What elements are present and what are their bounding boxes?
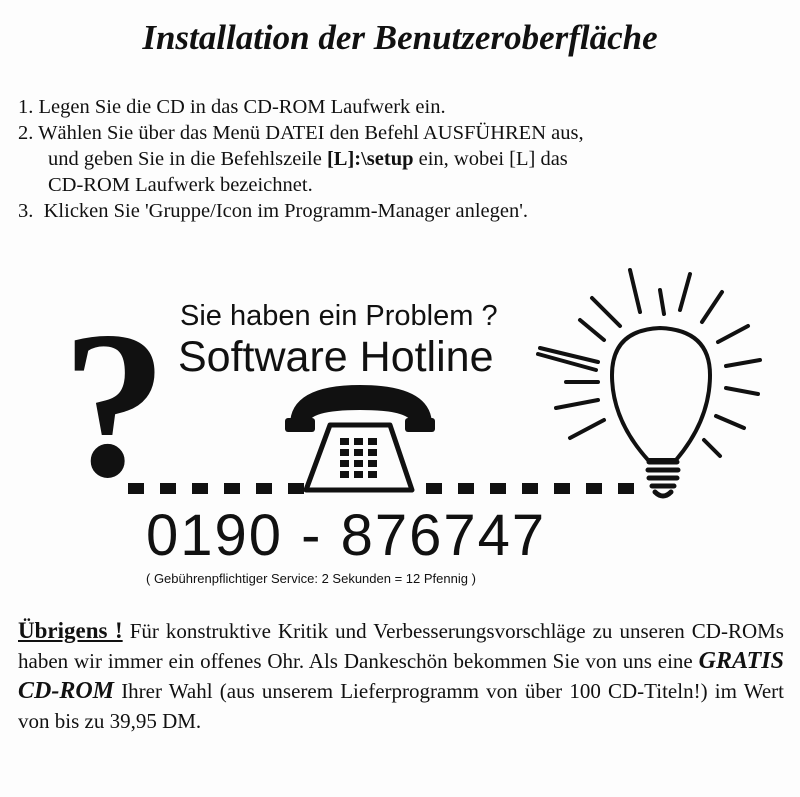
footer-text-1: Für konstruktive Kritik und Verbesserungsvorschläge zu unseren CD-ROMs haben wir immer ein offenes Ohr. Als Dankeschön bekommen Sie von uns eine xyxy=(18,619,784,673)
step-2-line-3: CD-ROM Laufwerk bezeichnet. xyxy=(48,174,313,196)
step-2 xyxy=(18,120,788,146)
footer-note xyxy=(18,616,784,736)
question-mark-icon: ? xyxy=(62,289,167,521)
step-1 xyxy=(18,94,788,120)
telephone-icon xyxy=(285,385,435,490)
step-2-text-b-post: ein, wobei [L] das xyxy=(413,148,568,170)
step-3-number: 3. xyxy=(18,200,34,222)
step-2-text-a: Wählen Sie über das Menü DATEI den Befehl AUSFÜHREN aus, xyxy=(38,122,584,144)
light-bulb-icon xyxy=(538,270,760,496)
step-2-line-2 xyxy=(18,146,788,172)
hotline-title: Software Hotline xyxy=(178,333,494,381)
gratis-offer: GRATIS CD-ROM xyxy=(18,648,784,704)
price-note: ( Gebührenpflichtiger Service: 2 Sekunden = 12 Pfennig ) xyxy=(146,571,476,586)
problem-headline: Sie haben ein Problem ? xyxy=(180,300,498,332)
step-3-text: Klicken Sie 'Gruppe/Icon im Programm-Manager anlegen'. xyxy=(43,200,529,222)
step-1-number: 1. xyxy=(18,96,34,118)
step-2-text-b-pre: und geben Sie in die Befehlszeile xyxy=(48,148,327,170)
step-3 xyxy=(18,198,788,224)
footer-text-2: Ihrer Wahl (aus unserem Lieferprogramm von über 100 CD-Titeln!) im Wert von bis zu 39,95 DM. xyxy=(18,679,784,733)
hotline-number: 0190 - 876747 xyxy=(146,503,547,568)
step-1-text: Legen Sie die CD in das CD-ROM Laufwerk ein. xyxy=(38,96,446,118)
install-steps xyxy=(18,94,788,224)
page-title: Installation der Benutzeroberfläche xyxy=(142,18,658,57)
setup-command: [L]:\setup xyxy=(326,148,414,170)
step-2-number: 2. xyxy=(18,122,34,144)
footer-lead: Übrigens ! xyxy=(18,618,123,643)
